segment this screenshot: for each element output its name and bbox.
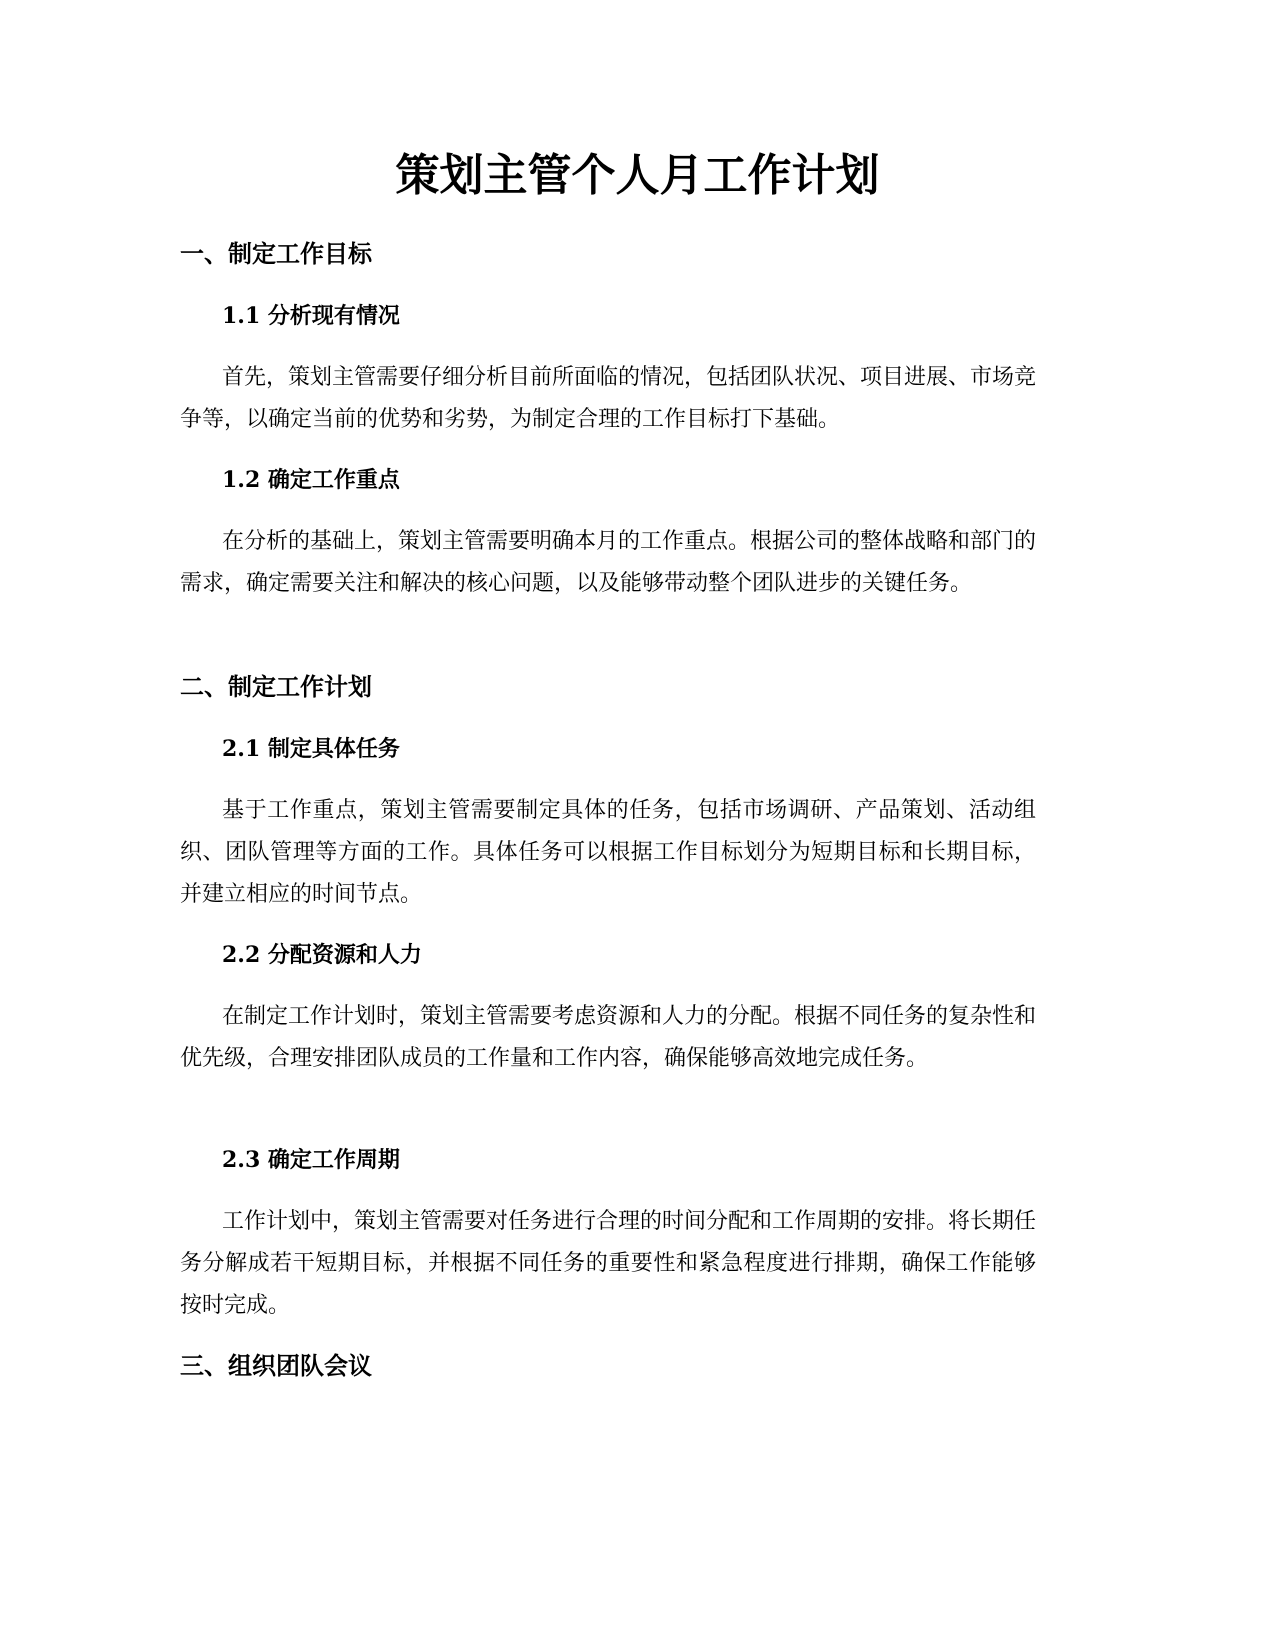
section-heading-2: 二、制定工作计划 [180, 673, 372, 701]
paragraph-2-1: 基于工作重点，策划主管需要制定具体的任务，包括市场调研、产品策划、活动组织、团队管理等方面的工作。具体任务可以根据工作目标划分为短期目标和长期目标，并建立相应的时间节点。 [180, 798, 1036, 907]
subsection-heading-2-3: 2.3 确定工作周期 [222, 1147, 400, 1173]
document-title: 策划主管个人月工作计划 [395, 150, 880, 201]
subsection-heading-1-2: 1.2 确定工作重点 [222, 467, 400, 493]
paragraph-2-3: 工作计划中，策划主管需要对任务进行合理的时间分配和工作周期的安排。将长期任务分解成若干短期目标，并根据不同任务的重要性和紧急程度进行排期，确保工作能够按时完成。 [180, 1209, 1037, 1318]
section-heading-1: 一、制定工作目标 [180, 240, 372, 268]
subsection-heading-1-1: 1.1 分析现有情况 [222, 303, 400, 329]
section-heading-3: 三、组织团队会议 [180, 1352, 372, 1380]
paragraph-1-2: 在分析的基础上，策划主管需要明确本月的工作重点。根据公司的整体战略和部门的需求，确定需要关注和解决的核心问题，以及能够带动整个团队进步的关键任务。 [180, 529, 1037, 596]
subsection-heading-2-2: 2.2 分配资源和人力 [222, 942, 422, 968]
paragraph-2-2: 在制定工作计划时，策划主管需要考虑资源和人力的分配。根据不同任务的复杂性和优先级，合理安排团队成员的工作量和工作内容，确保能够高效地完成任务。 [180, 1004, 1037, 1071]
paragraph-1-1: 首先，策划主管需要仔细分析目前所面临的情况，包括团队状况、项目进展、市场竞争等，以确定当前的优势和劣势，为制定合理的工作目标打下基础。 [180, 365, 1037, 432]
subsection-heading-2-1: 2.1 制定具体任务 [222, 736, 400, 762]
